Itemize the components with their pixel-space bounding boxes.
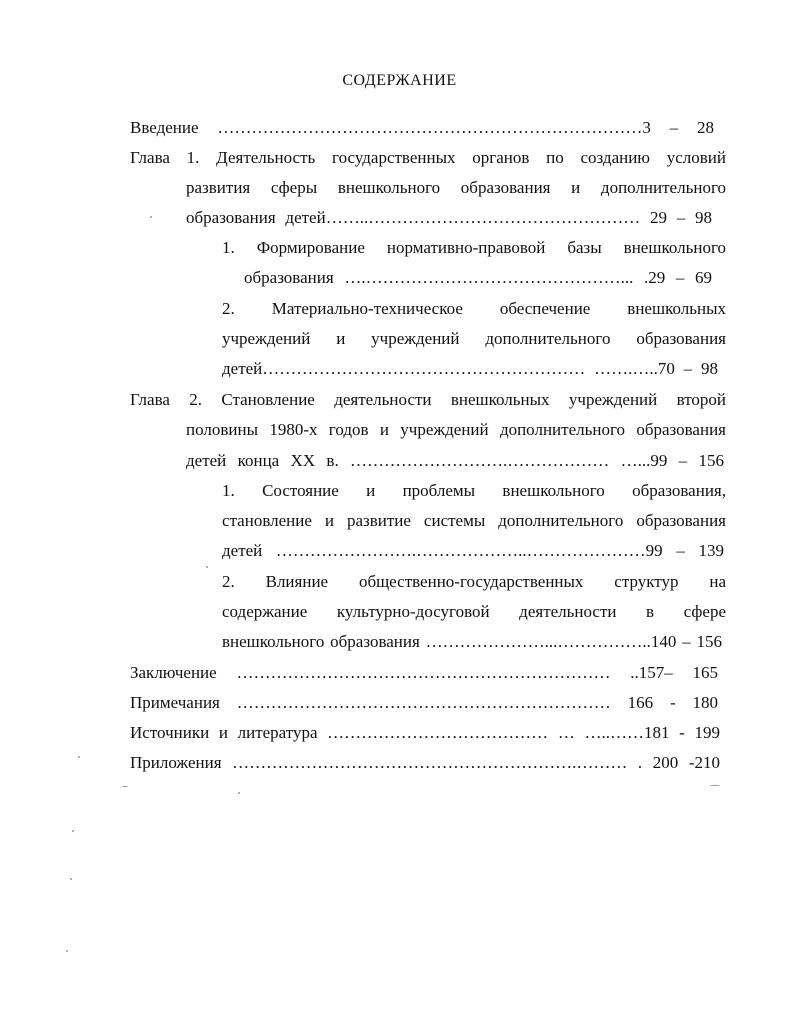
toc-section-2-2-line-1: 2. Влияние общественно-государственных структур на — [222, 572, 726, 591]
toc-chapter-2-title-line-2: половины 1980-х годов и учреждений дополнительного образования — [186, 420, 726, 439]
toc-entry-introduction: Введение …………………………………………………………………3 – 28 — [130, 118, 714, 137]
toc-section-2-1-line-1: 1. Состояние и проблемы внешкольного образования, — [222, 481, 726, 500]
scan-speck — [70, 878, 72, 880]
scan-speck — [710, 785, 720, 786]
toc-entry-conclusion: Заключение ………………………………………………………… ..157– 165 — [130, 663, 718, 682]
toc-entry-notes: Примечания ………………………………………………………… 166 - 180 — [130, 693, 718, 712]
toc-chapter-2-title-line-3: детей конца XX в. ……………………….……………… …...99 – 156 — [186, 451, 724, 470]
scan-speck — [150, 216, 152, 218]
toc-entry-sources: Источники и литература ………………………………… … …..……181 - 199 — [130, 723, 720, 742]
toc-section-2-2-line-3: внешкольного образования …………………...……………..140 – 156 — [222, 632, 722, 651]
toc-section-2-1-line-2: становление и развитие системы дополнительного образования — [222, 511, 726, 530]
toc-section-1-1-line-2: образования ….………………………………………... .29 – 69 — [244, 268, 712, 287]
toc-section-2-1-line-3: детей …………………….………………..…………………99 – 139 — [222, 541, 724, 560]
toc-entry-appendices: Приложения …………………………………………………….……… . 200 -210 — [130, 753, 720, 772]
toc-chapter-2-title-line-1: Глава 2. Становление деятельности внешкольных учреждений второй — [130, 390, 726, 409]
scan-speck — [206, 566, 208, 568]
scan-speck — [122, 786, 128, 787]
toc-section-2-2-line-2: содержание культурно-досуговой деятельности в сфере — [222, 602, 726, 621]
toc-section-1-1-line-1: 1. Формирование нормативно-правовой базы внешкольного — [222, 238, 726, 257]
toc-section-1-2-line-2: учреждений и учреждений дополнительного образования — [222, 329, 726, 348]
scan-speck — [72, 830, 74, 832]
scan-speck — [78, 756, 80, 758]
page-title: СОДЕРЖАНИЕ — [342, 72, 457, 89]
toc-section-1-2-line-1: 2. Материально-техническое обеспечение внешкольных — [222, 299, 726, 318]
toc-chapter-1-title-line-1: Глава 1. Деятельность государственных органов по созданию условий — [130, 148, 726, 167]
scan-speck — [238, 792, 240, 794]
toc-section-1-2-line-3: детей………………………………………………… …….…..70 – 98 — [222, 359, 718, 378]
scan-speck — [66, 950, 68, 952]
toc-chapter-1-title-line-3: образования детей……..………………………………………… 29 – 98 — [186, 208, 712, 227]
toc-chapter-1-title-line-2: развития сферы внешкольного образования и дополнительного — [186, 178, 726, 197]
